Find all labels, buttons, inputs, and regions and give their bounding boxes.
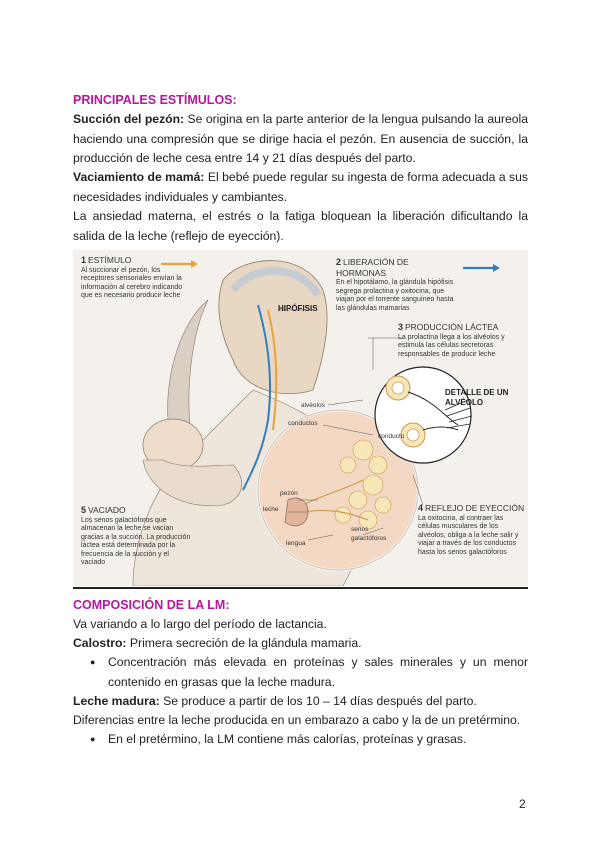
figure-label-estimulo <box>81 256 191 301</box>
label-title: PRODUCCIÓN LÁCTEA <box>404 322 499 332</box>
label-title: REFLEJO DE EYECCIÓN <box>424 503 525 513</box>
figure-label-produccion <box>398 323 508 359</box>
bullet-text: Concentración más elevada en proteínas y sales minerales y un menor contenido en grasas que la leche madura. <box>108 655 528 689</box>
paragraph-ansiedad: La ansiedad materna, el estrés o la fatiga bloquean la liberación dificultando la salida de la leche (reflejo de eyección). <box>73 209 528 243</box>
figure-divider <box>73 587 528 589</box>
label-title: VACIADO <box>87 505 126 515</box>
paragraph-leche-madura <box>73 692 528 712</box>
paragraph-text: Primera secreción de la glándula mamaria. <box>126 636 362 650</box>
lactation-illustration <box>73 250 528 586</box>
bullet-calostro <box>90 653 528 692</box>
figure-label-vaciado <box>81 506 191 568</box>
page-number: 2 <box>519 797 526 811</box>
section-heading-estimulos: PRINCIPALES ESTÍMULOS: <box>73 93 237 107</box>
label-title: ESTÍMULO <box>87 255 132 265</box>
bullet-text: En el pretérmino, la LM contiene más calorías, proteínas y grasas. <box>108 732 467 746</box>
label-text: La prolactina llega a los alvéolos y estimula las células secretoras responsables de producir leche <box>398 333 505 358</box>
figure-label-leche: leche <box>263 506 279 513</box>
figure-label-hipofisis: HIPÓFISIS <box>278 304 318 313</box>
paragraph-succion <box>73 110 528 169</box>
term-leche-madura: Leche madura: <box>73 694 160 708</box>
section-heading-composicion: COMPOSICIÓN DE LA LM: <box>73 598 230 612</box>
label-text: Al succionar el pezón, los receptores sensoriales envían la información al cerebro indicando que es necesario producir leche <box>81 266 183 299</box>
label-text: Los senos galactóforos que almacenan la leche se vacían gracias a la succión. La producción láctea está determinada por la frecuencia de la succión y el vaciado <box>81 516 191 566</box>
term-calostro: Calostro: <box>73 636 127 650</box>
figure-label-alveolos: alvéolos <box>301 402 325 409</box>
paragraph-diferencias: Diferencias entre la leche producida en un embarazo a cabo y la de un pretérmino. <box>73 713 521 727</box>
figure-label-lengua: lengua <box>286 540 306 547</box>
paragraph-text: Se produce a partir de los 10 – 14 días después del parto. <box>159 694 477 708</box>
paragraph-calostro <box>73 634 528 654</box>
label-number: 2 <box>336 257 342 267</box>
figure-label-detalle: DETALLE DE UN ALVÉOLO <box>445 388 509 407</box>
bullet-pretermino <box>90 730 528 750</box>
label-number: 5 <box>81 505 87 515</box>
term-succion: Succión del pezón: <box>73 112 185 126</box>
label-text: La oxitocina, al contraer las células musculares de los alvéolos, obliga a la leche salir y viajar a través de los conductos hasta los senos galactóforos <box>418 514 519 556</box>
paragraph-variando: Va variando a lo largo del período de lactancia. <box>73 617 327 631</box>
figure-label-conducto: conducto <box>378 433 405 440</box>
label-title: LIBERACIÓN DE HORMONAS <box>336 257 409 278</box>
paragraph-text: El bebé puede regular su ingesta de forma adecuada a sus necesidades individuales y cambiantes. <box>73 170 528 204</box>
term-vaciamiento: Vaciamiento de mamá: <box>73 170 205 184</box>
label-text: En el hipotálamo, la glándula hipófisis segrega prolactina y oxitocina, que viajan por el torrente sanguíneo hasta las glándulas mamarias <box>336 279 454 312</box>
label-number: 1 <box>81 255 87 265</box>
figure-label-conductos: conductos <box>288 420 318 427</box>
label-number: 4 <box>418 503 424 513</box>
figure-label-pezon: pezón <box>280 490 298 497</box>
paragraph-vaciamiento <box>73 168 528 207</box>
figure-label-senos: senos galactóforos <box>351 526 387 542</box>
figure-label-eyeccion <box>418 504 526 557</box>
bullet-icon: ● <box>90 734 96 744</box>
paragraph-text: Se origina en la parte anterior de la lengua pulsando la aureola haciendo una compresión que se dirige hacia el pezón. En ausencia de succión, la producción de leche cesa entre 14 y 21 días después del parto. <box>73 112 528 165</box>
bullet-icon: ● <box>90 657 96 667</box>
figure-label-hormonas <box>336 258 456 313</box>
label-number: 3 <box>398 322 404 332</box>
